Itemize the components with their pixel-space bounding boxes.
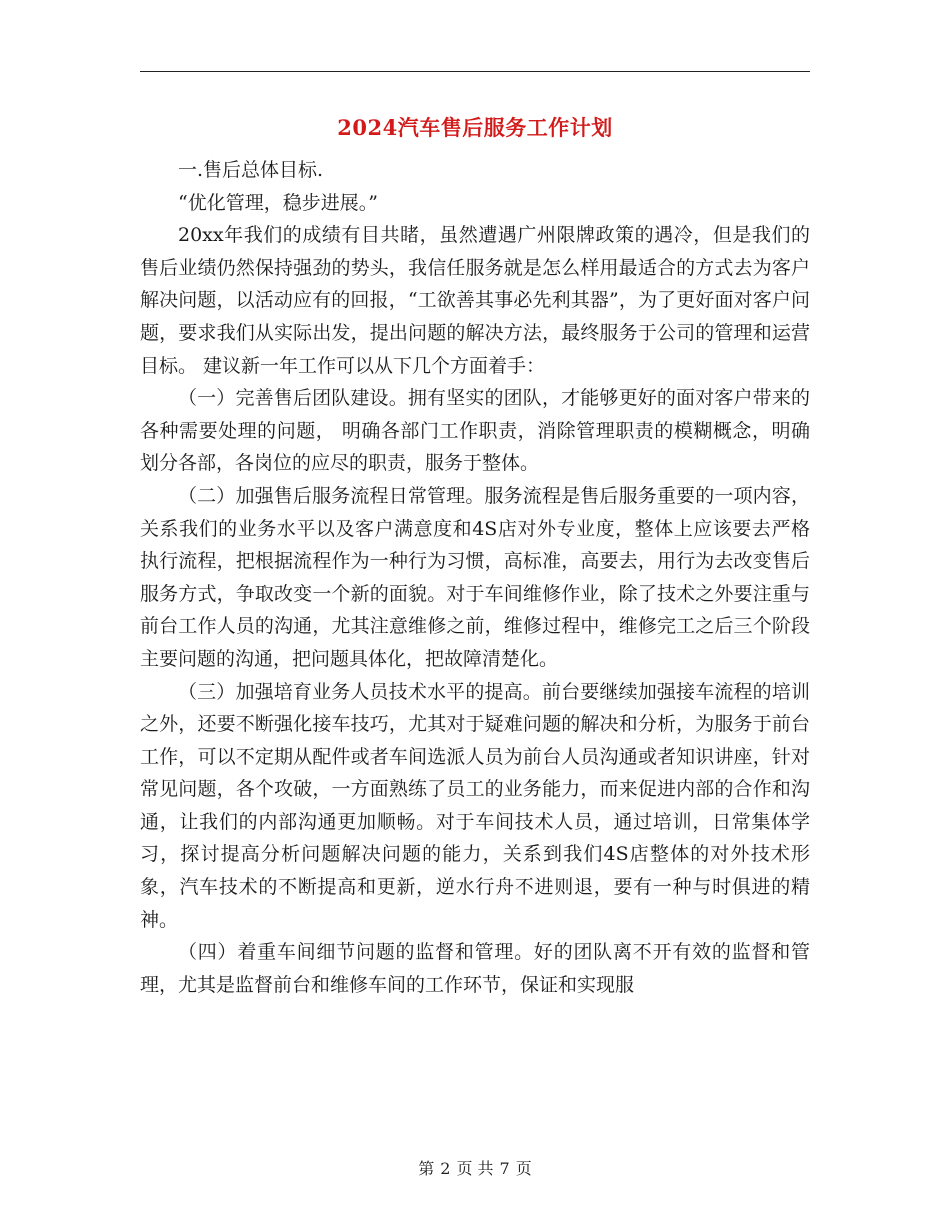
header-rule (140, 71, 810, 72)
paragraph-item-3: （三）加强培育业务人员技术水平的提高。前台要继续加强接车流程的培训之外，还要不断强化接车技巧，尤其对于疑难问题的解决和分析，为服务于前台工作，可以不定期从配件或者车间选派人员为前台人员沟通或者知识讲座，针对常见问题，各个攻破，一方面熟练了员工的业务能力，而来促进内部的合作和沟通，让我们的内部沟通更加顺畅。对于车间技术人员，通过培训，日常集体学习，探讨提高分析问题解决问题的能力，关系到我们4S店整体的对外技术形象，汽车技术的不断提高和更新，逆水行舟不进则退，要有一种与时俱进的精神。 (140, 680, 810, 931)
paragraph-intro: 20xx年我们的成绩有目共睹，虽然遭遇广州限牌政策的遇冷，但是我们的售后业绩仍然保持强劲的势头，我信任服务就是怎么样用最适合的方式去为客户解决问题，以活动应有的回报，“工欲善其事必先利其器”，为了更好面对客户问题，要求我们从实际出发，提出问题的解决方法，最终服务于公司的管理和运营目标。 建议新一年工作可以从下几个方面着手： (140, 224, 810, 377)
footer-page-number: 2 (440, 1159, 451, 1178)
paragraph-slogan: “优化管理，稳步进展。” (178, 191, 378, 214)
footer-page-total: 7 (499, 1159, 510, 1178)
paragraph-item-1: （一）完善售后团队建设。拥有坚实的团队，才能够更好的面对客户带来的各种需要处理的问题， 明确各部门工作职责，消除管理职责的模糊概念，明确划分各部，各岗位的应尽的职责，服务于整体。 (140, 387, 810, 475)
footer-prefix: 第 (418, 1159, 435, 1178)
footer-suffix: 页 (515, 1159, 532, 1178)
footer-middle: 页 共 (456, 1159, 494, 1178)
page-footer (0, 1156, 950, 1179)
document-body (140, 154, 810, 1001)
paragraph-item-2: （二）加强售后服务流程日常管理。服务流程是售后服务重要的一项内容，关系我们的业务水平以及客户满意度和4S店对外专业度，整体上应该要去严格执行流程，把根据流程作为一种行为习惯，高标准，高要去，用行为去改变售后服务方式，争取改变一个新的面貌。对于车间维修作业，除了技术之外要注重与前台工作人员的沟通，尤其注意维修之前，维修过程中，维修完工之后三个阶段主要问题的沟通，把问题具体化，把故障清楚化。 (140, 484, 810, 670)
paragraph-goal-heading: 一.售后总体目标. (178, 159, 324, 181)
document-title: 2024汽车售后服务工作计划 (337, 115, 613, 140)
paragraph-item-4: （四）着重车间细节问题的监督和管理。好的团队离不开有效的监督和管理，尤其是监督前台和维修车间的工作环节，保证和实现服 (140, 941, 810, 996)
